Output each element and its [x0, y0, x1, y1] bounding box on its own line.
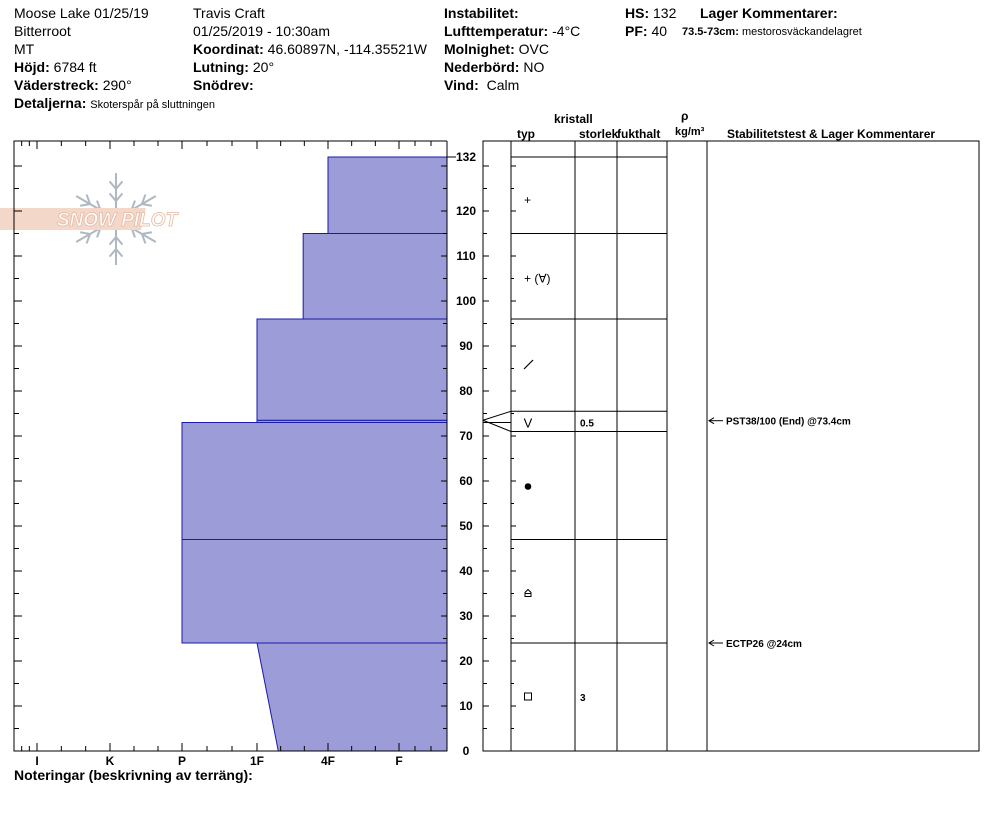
snow-height-value: 132 [653, 5, 677, 21]
hardness-label: K [105, 754, 115, 768]
test-result: ECTP26 @24cm [726, 639, 802, 650]
snowpilot-logo [0, 173, 179, 265]
stability-test [709, 417, 851, 428]
wind-value: Calm [486, 77, 520, 93]
grain-symbol-text: + [524, 192, 532, 207]
grain-symbol-text: + (∀) [524, 271, 551, 286]
slope-value: 20° [252, 59, 275, 75]
coordinates-value: 46.60897N, -114.35521W [267, 41, 427, 57]
cloud-cover-value: OVC [518, 41, 549, 57]
hardness-bar [257, 643, 447, 751]
stability-test [709, 639, 802, 650]
elevation-label: Höjd: [14, 59, 50, 75]
height-tick-label: 40 [459, 564, 473, 578]
rho-header: ρ [681, 109, 689, 123]
snowflake-branch [80, 204, 90, 206]
grain-size: 3 [580, 693, 586, 704]
snow-height-label: HS: [625, 5, 650, 21]
height-tick-label: 30 [459, 609, 473, 623]
hardness-label: 1F [249, 754, 265, 768]
height-tick-label: 132 [455, 150, 477, 164]
density-unit-header: kg/m³ [675, 126, 705, 138]
observer-name: Travis Craft [193, 5, 265, 21]
grain-type-header: typ [517, 127, 535, 141]
foot-penetration-value: 40 [651, 23, 668, 39]
height-tick-label: 50 [459, 519, 473, 533]
observation-datetime: 01/25/2019 - 10:30am [193, 23, 330, 39]
hardness-bar [182, 540, 447, 644]
stability-tests-header: Stabilitetstest & Lager Kommentarer [727, 127, 936, 141]
stability-tests [709, 417, 851, 650]
state: MT [14, 41, 35, 57]
layer-row [525, 693, 587, 704]
grain-symbol-melt-icon [525, 483, 532, 490]
grain-symbols [524, 193, 595, 704]
grain-symbol-rounded-facet-icon [525, 590, 531, 597]
hardness-label: P [177, 754, 187, 768]
coordinates-label: Koordinat: [193, 41, 264, 57]
layer-row [524, 193, 531, 207]
details-label: Detaljerna: [14, 95, 87, 111]
snowflake-branch [142, 204, 152, 206]
height-tick-label: 60 [459, 474, 473, 488]
height-tick-label: 20 [459, 654, 473, 668]
height-tick-label: 70 [459, 429, 473, 443]
layer-connector [483, 420, 511, 431]
mountain-range: Bitterroot [14, 23, 71, 39]
aspect-label: Väderstreck: [14, 77, 99, 93]
grain-symbol-facet-icon [525, 693, 532, 700]
instability-label: Instabilitet: [444, 5, 519, 21]
hardness-label: F [395, 754, 403, 768]
hardness-label: I [35, 754, 39, 768]
foot-penetration-label: PF: [625, 23, 648, 39]
air-temperature-label: Lufttemperatur: [444, 23, 549, 39]
slope-label: Lutning: [193, 59, 249, 75]
hardness-bar [303, 234, 447, 320]
precipitation-label: Nederbörd: [444, 59, 520, 75]
hardness-label: 4F [320, 754, 336, 768]
height-tick-label: 0 [462, 744, 470, 758]
layer-comment-text: mestorosväckandelagret [741, 26, 862, 38]
grain-table [483, 141, 979, 751]
hardness-bar [182, 423, 447, 540]
layer-comment-range: 73.5-73cm: [682, 26, 739, 38]
layer-row [524, 360, 533, 369]
height-tick-label: 100 [455, 294, 477, 308]
height-tick-label: 110 [456, 249, 476, 263]
logo-text: SNOW PILOT [56, 210, 178, 231]
hardness-bar [328, 157, 447, 234]
cloud-cover-label: Molnighet: [444, 41, 515, 57]
layer-row [525, 483, 532, 490]
air-temperature-value: -4°C [552, 23, 581, 39]
grain-size-header: storlek [579, 127, 619, 141]
height-tick-label: 120 [455, 204, 477, 218]
crystal-header: kristall [554, 112, 593, 126]
hardness-profile [182, 157, 447, 751]
aspect-value: 290° [102, 77, 132, 93]
grain-symbol-faceted-icon [524, 360, 533, 369]
layer-row [525, 590, 531, 597]
wind-label: Vind: [444, 77, 479, 93]
layer-row [524, 272, 551, 286]
height-tick-label: 10 [459, 699, 473, 713]
terrain-notes-label: Noteringar (beskrivning av terräng): [14, 767, 253, 783]
layer-row [524, 416, 595, 431]
layer-comments-label: Lager Kommentarer: [700, 5, 838, 21]
location-name: Moose Lake 01/25/19 [14, 5, 149, 21]
elevation-value: 6784 ft [53, 59, 97, 75]
moisture-header: fukthalt [617, 127, 661, 141]
hardness-scale [35, 754, 402, 768]
layer-connector [483, 411, 511, 420]
grain-table-frame [483, 141, 979, 751]
snowflake-branch [142, 232, 152, 234]
hardness-bar [257, 319, 447, 420]
details-value: Skoterspår på sluttningen [90, 99, 215, 111]
snowflake-branch [80, 232, 90, 234]
test-result: PST38/100 (End) @73.4cm [726, 416, 851, 428]
height-tick-label: 90 [459, 339, 473, 353]
precipitation-value: NO [523, 59, 545, 75]
height-tick-label: 80 [459, 384, 473, 398]
grain-size: 0.5 [580, 418, 594, 430]
grain-symbol-text: V [523, 415, 533, 431]
snow-drift-label: Snödrev: [193, 77, 254, 93]
